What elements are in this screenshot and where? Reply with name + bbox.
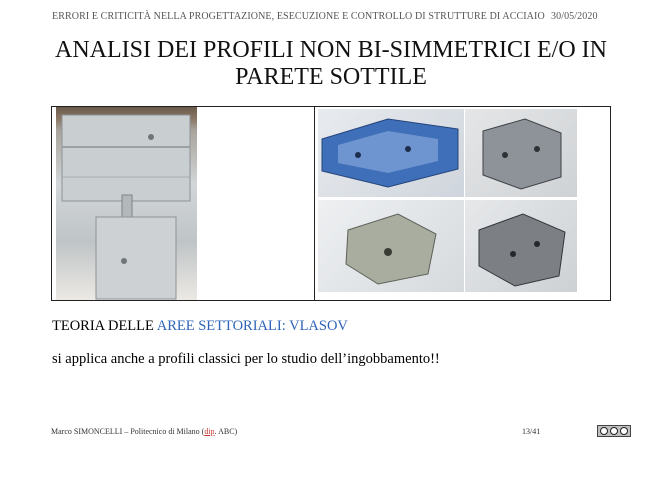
by-icon xyxy=(610,427,618,435)
bent-profile-photo-2 xyxy=(318,200,464,292)
body-text: si applica anche a profili classici per lo studio dell’ingobbamento!! xyxy=(52,351,440,367)
bent-profile-photo-3 xyxy=(465,200,577,292)
page-number: 13/41 xyxy=(522,427,541,436)
steel-profile-photo xyxy=(56,107,197,300)
footer-author xyxy=(51,427,237,436)
footer-author-prefix: Marco SIMONCELLI – Politecnico di Milano ( xyxy=(51,427,205,436)
figure-divider xyxy=(314,107,315,300)
creative-commons-license-icon xyxy=(597,425,631,437)
figure-panel xyxy=(51,106,611,301)
theory-prefix: TEORIA DELLE xyxy=(52,318,157,334)
cc-icon xyxy=(600,427,608,435)
theory-highlight: AREE SETTORIALI: VLASOV xyxy=(156,318,348,334)
footer-author-suffix: . ABC) xyxy=(214,427,238,436)
footer-author-dip: dip xyxy=(204,427,215,436)
header-course-title: ERRORI E CRITICITÀ NELLA PROGETTAZIONE, ESECUZIONE E CONTROLLO DI STRUTTURE DI ACCIAIO xyxy=(52,11,545,22)
sa-icon xyxy=(620,427,628,435)
theory-heading xyxy=(52,318,348,335)
blue-cold-formed-profile-photo xyxy=(318,109,464,197)
header-date: 30/05/2020 xyxy=(551,11,598,22)
slide-title: ANALISI DEI PROFILI NON BI-SIMMETRICI E/O IN PARETE SOTTILE xyxy=(55,37,607,90)
bent-profile-photo-1 xyxy=(465,109,577,197)
